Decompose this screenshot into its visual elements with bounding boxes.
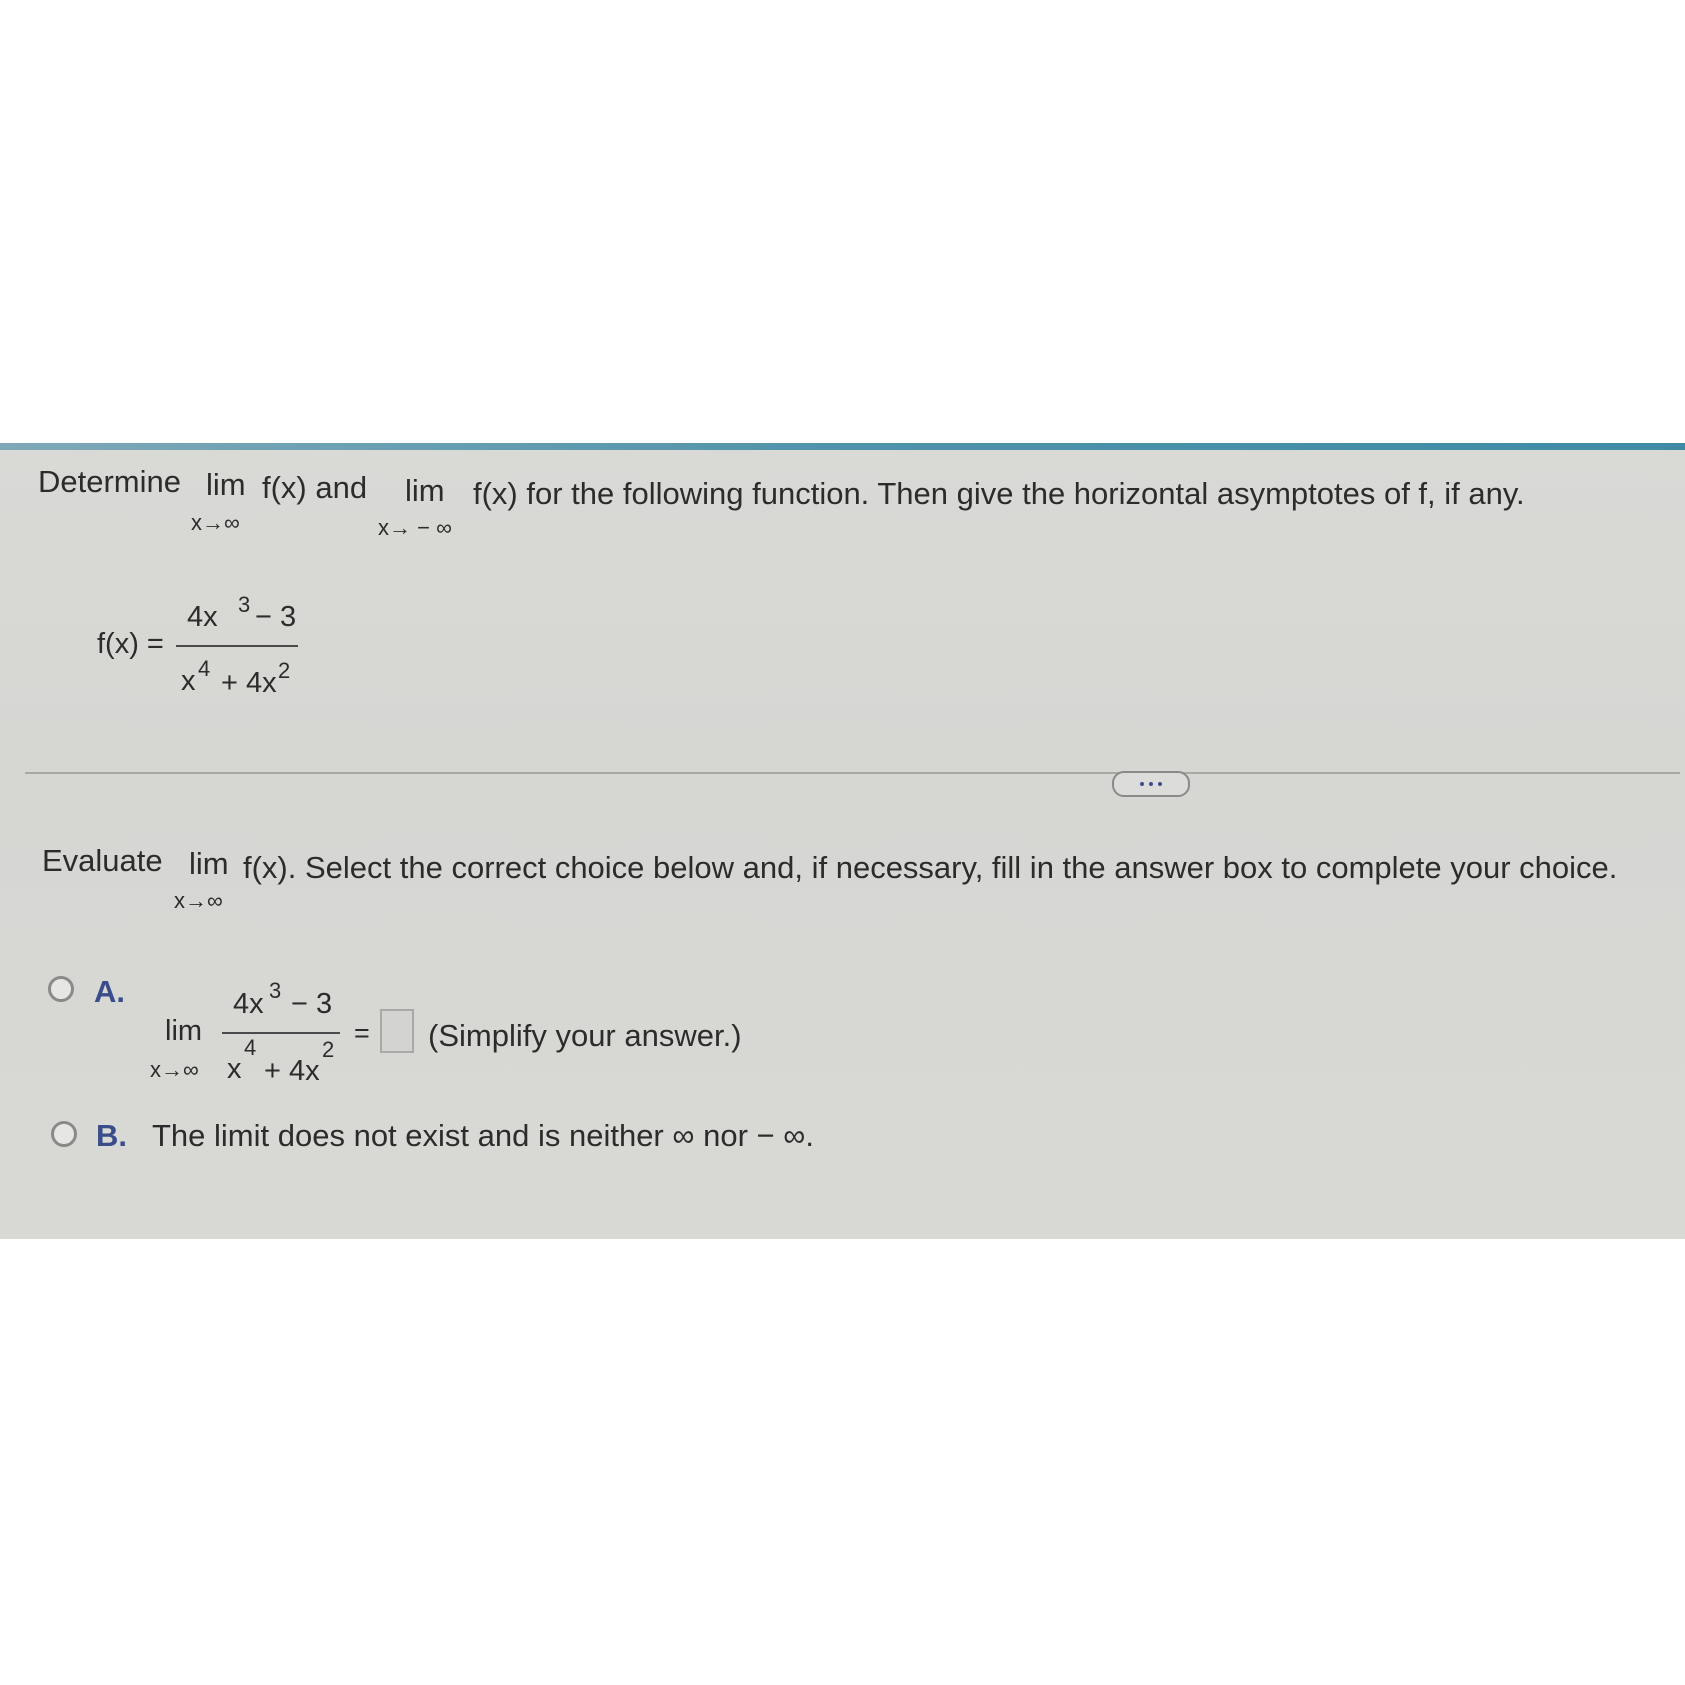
choice-b-letter: B. xyxy=(96,1118,127,1153)
function-fraction-bar xyxy=(176,645,298,647)
more-options-button[interactable] xyxy=(1112,771,1190,797)
choice-a-numerator-constant: − 3 xyxy=(291,988,333,1020)
evaluate-lim: lim xyxy=(189,846,229,881)
choice-a-lim-subscript: x→∞ xyxy=(150,1057,199,1082)
choice-a-numerator-exponent: 3 xyxy=(269,978,282,1003)
dot-icon xyxy=(1158,782,1162,786)
choice-a-equals: = xyxy=(354,1018,370,1048)
panel-top-border xyxy=(0,443,1685,450)
choice-a-answer-input[interactable] xyxy=(380,1009,414,1053)
function-numerator-term: 4x xyxy=(187,601,218,633)
section-divider xyxy=(25,772,1680,774)
question-lim-1: lim xyxy=(206,467,246,502)
evaluate-word: Evaluate xyxy=(42,843,163,878)
question-lim-1-subscript: x→∞ xyxy=(191,510,240,535)
choice-a-letter: A. xyxy=(94,974,125,1009)
function-denominator-exponent-2: 2 xyxy=(278,658,291,683)
choice-b-text: The limit does not exist and is neither ∞ nor − ∞. xyxy=(152,1118,814,1153)
dot-icon xyxy=(1149,782,1153,786)
choice-a-denominator-term: + 4x xyxy=(264,1055,320,1087)
evaluate-lim-subscript: x→∞ xyxy=(174,888,223,913)
question-fx-and: f(x) and xyxy=(262,470,368,505)
choice-b-radio[interactable] xyxy=(51,1121,77,1147)
choice-a-numerator-term: 4x xyxy=(233,988,264,1020)
choice-a-fraction-bar xyxy=(222,1032,340,1034)
question-lim-2-subscript: x→ − ∞ xyxy=(378,515,452,540)
choice-a-denominator-x: x xyxy=(227,1053,242,1085)
choice-a-hint: (Simplify your answer.) xyxy=(428,1018,742,1053)
question-rest: f(x) for the following function. Then give the horizontal asymptotes of f, if any. xyxy=(473,476,1525,511)
choice-a-denominator-exponent-4: 4 xyxy=(244,1035,257,1060)
evaluate-rest: f(x). Select the correct choice below and, if necessary, fill in the answer box to complete your choice. xyxy=(243,850,1618,885)
question-determine: Determine xyxy=(38,464,181,499)
function-numerator-constant: − 3 xyxy=(255,601,297,633)
choice-a-lim: lim xyxy=(165,1015,203,1047)
function-denominator-x: x xyxy=(181,665,196,697)
choice-a-denominator-exponent-2: 2 xyxy=(322,1037,335,1062)
function-lhs: f(x) = xyxy=(97,628,164,660)
choice-a-radio[interactable] xyxy=(48,976,74,1002)
function-denominator-term: + 4x xyxy=(221,667,277,699)
function-numerator-exponent: 3 xyxy=(238,592,251,617)
question-lim-2: lim xyxy=(405,473,445,508)
dot-icon xyxy=(1140,782,1144,786)
function-denominator-exponent-4: 4 xyxy=(198,656,211,681)
